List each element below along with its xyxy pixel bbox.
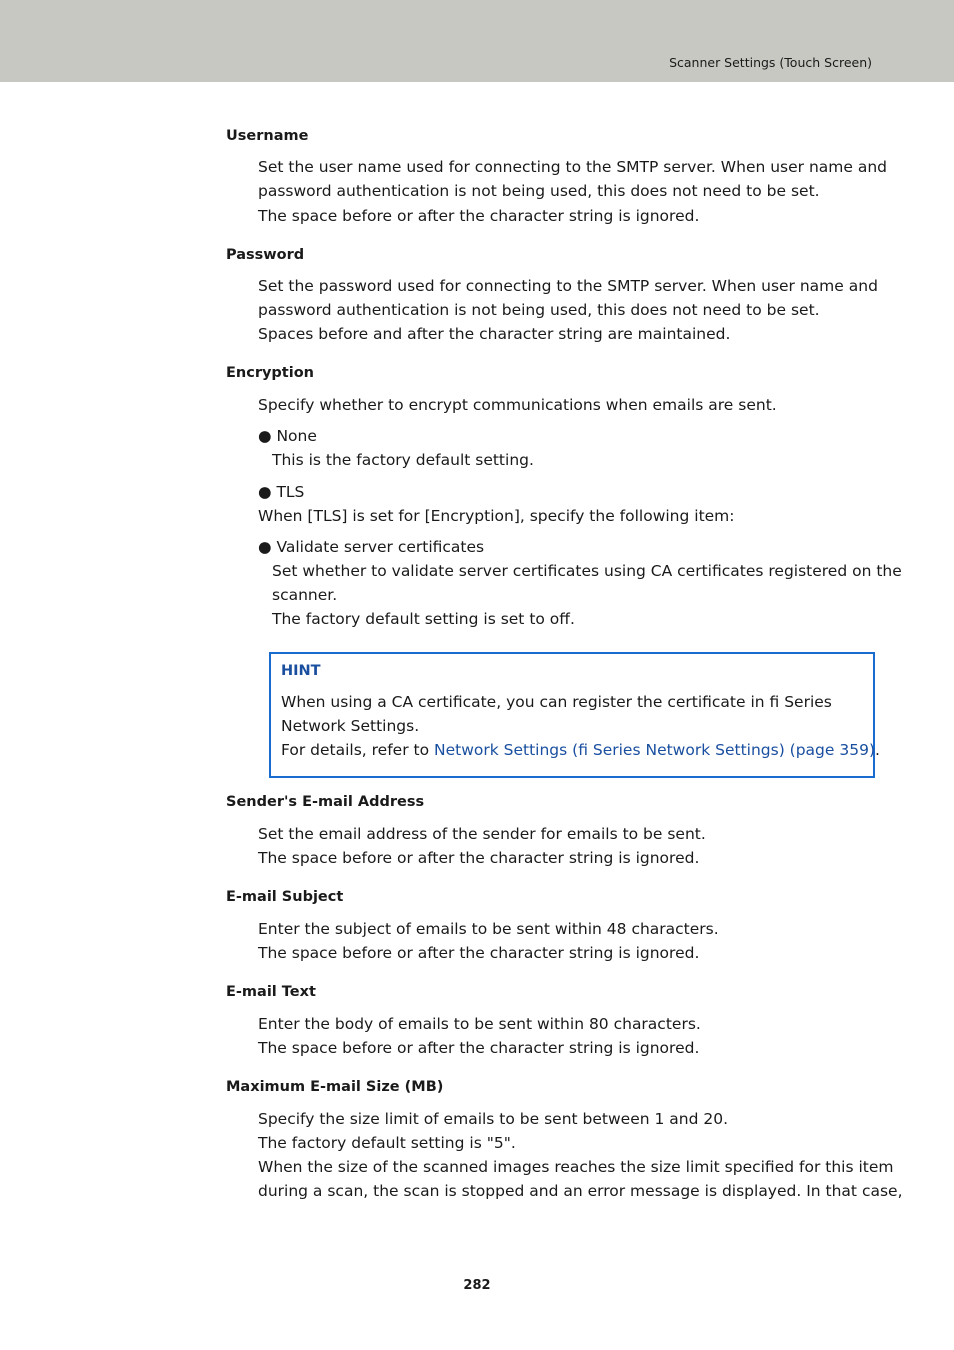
heading-max-email-size: Maximum E-mail Size (MB) <box>226 1079 444 1095</box>
subject-line-2: The space before or after the character string is ignored. <box>258 944 700 962</box>
subject-line-1: Enter the subject of emails to be sent within 48 characters. <box>258 920 719 938</box>
bullet-validate-certs: ● Validate server certificates <box>258 538 485 556</box>
password-line-1: Set the password used for connecting to the SMTP server. When user name and <box>258 277 878 295</box>
tls-note: When [TLS] is set for [Encryption], specify the following item: <box>258 507 735 525</box>
hint-line-3 <box>281 738 880 762</box>
heading-email-text: E-mail Text <box>226 984 316 1000</box>
bullet-tls: ● TLS <box>258 483 305 501</box>
heading-username: Username <box>226 128 309 144</box>
hint-line-2: Network Settings. <box>281 717 420 735</box>
bullet-none: ● None <box>258 427 317 445</box>
encryption-intro: Specify whether to encrypt communications when emails are sent. <box>258 396 777 414</box>
username-line-2: password authentication is not being used, this does not need to be set. <box>258 182 820 200</box>
heading-password: Password <box>226 247 305 263</box>
maxsize-line-4: during a scan, the scan is stopped and an error message is displayed. In that case, <box>258 1182 903 1200</box>
validate-line-3: The factory default setting is set to off. <box>272 610 575 628</box>
username-line-1: Set the user name used for connecting to the SMTP server. When user name and <box>258 158 888 176</box>
page-header <box>0 0 954 82</box>
password-line-3: Spaces before and after the character string are maintained. <box>258 325 731 343</box>
username-line-3: The space before or after the character string is ignored. <box>258 207 700 225</box>
maxsize-line-3: When the size of the scanned images reaches the size limit specified for this item <box>258 1158 894 1176</box>
hint-line-1: When using a CA certificate, you can register the certificate in fi Series <box>281 693 832 711</box>
password-line-2: password authentication is not being used, this does not need to be set. <box>258 301 820 319</box>
hint-title: HINT <box>281 663 321 679</box>
heading-email-subject: E-mail Subject <box>226 889 344 905</box>
sender-line-2: The space before or after the character string is ignored. <box>258 849 700 867</box>
text-line-2: The space before or after the character string is ignored. <box>258 1039 700 1057</box>
maxsize-line-2: The factory default setting is "5". <box>258 1134 516 1152</box>
maxsize-line-1: Specify the size limit of emails to be sent between 1 and 20. <box>258 1110 729 1128</box>
hint-suffix: . <box>875 741 880 759</box>
text-line-1: Enter the body of emails to be sent within 80 characters. <box>258 1015 701 1033</box>
page-number: 282 <box>463 1278 491 1293</box>
heading-encryption: Encryption <box>226 365 314 381</box>
network-settings-link[interactable]: Network Settings (fi Series Network Settings) (page 359) <box>434 741 875 759</box>
validate-line-2: scanner. <box>272 586 338 604</box>
sender-line-1: Set the email address of the sender for emails to be sent. <box>258 825 706 843</box>
hint-prefix: For details, refer to <box>281 741 434 759</box>
none-description: This is the factory default setting. <box>272 451 534 469</box>
header-title: Scanner Settings (Touch Screen) <box>669 55 872 70</box>
validate-line-1: Set whether to validate server certificates using CA certificates registered on the <box>272 562 902 580</box>
heading-sender-address: Sender's E-mail Address <box>226 794 425 810</box>
